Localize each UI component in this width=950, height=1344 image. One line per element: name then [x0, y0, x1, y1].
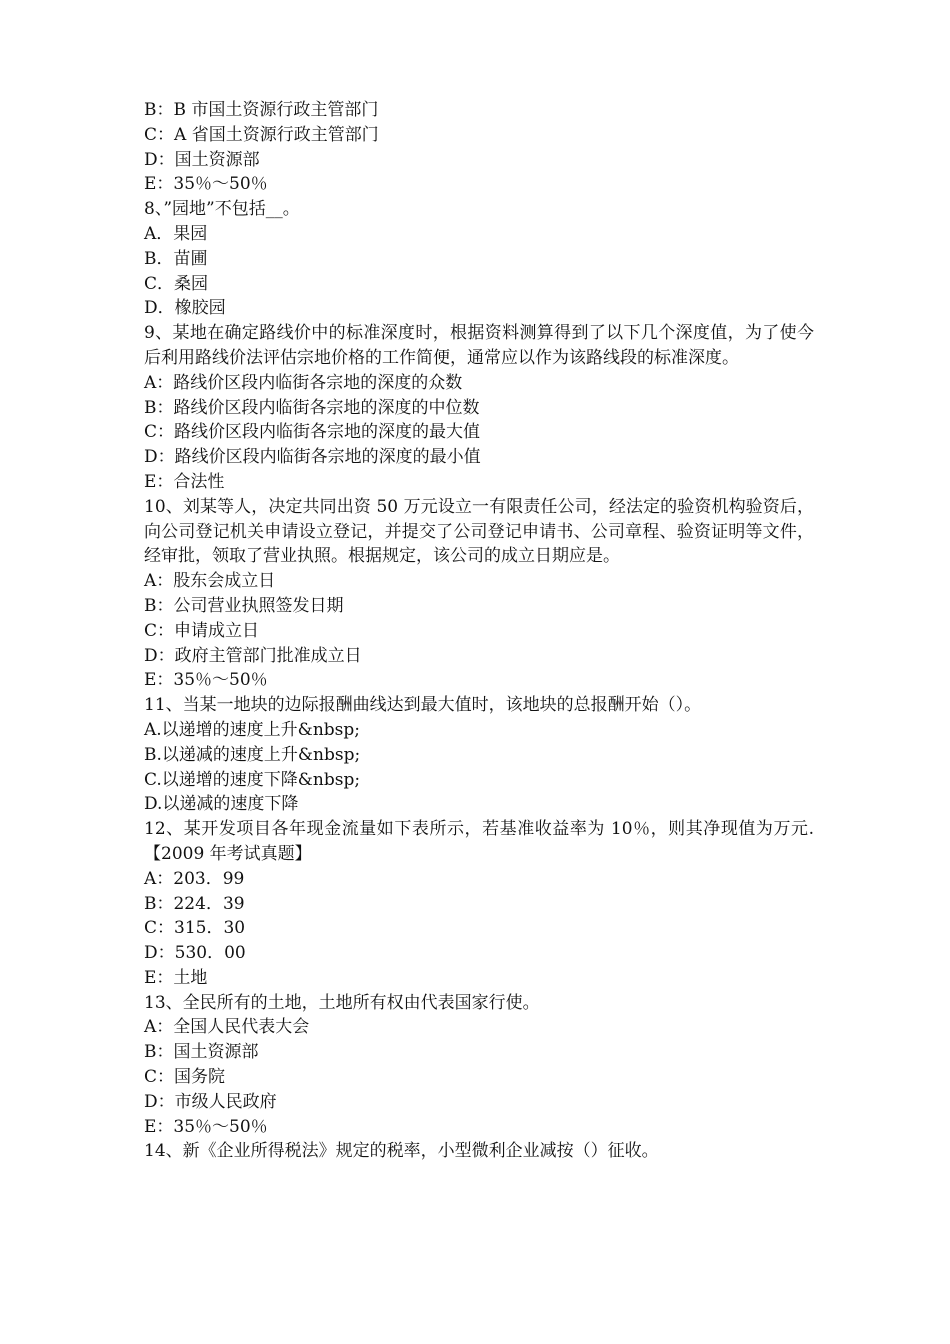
text-line: C：A 省国土资源行政主管部门: [144, 124, 379, 145]
text-line: A．果园: [144, 223, 208, 244]
text-line: D：国土资源部: [144, 149, 260, 170]
text-line: C：315．30: [144, 918, 246, 939]
text-line: A：股东会成立日: [144, 571, 276, 592]
text-line: C：国务院: [144, 1067, 226, 1088]
text-line: E：35％～50％: [144, 670, 268, 691]
text-line: A：全国人民代表大会: [144, 1017, 310, 1038]
question-paragraph: 9、某地在确定路线价中的标准深度时，根据资料测算得到了以下几个深度值，为了使今后利用路线价法评估宗地价格的工作简便，通常应以作为该路线段的标准深度。: [144, 323, 814, 368]
text-line: D：市级人民政府: [144, 1091, 277, 1112]
text-line: D.以递减的速度下降: [144, 794, 299, 815]
text-line: B：B 市国土资源行政主管部门: [144, 100, 379, 120]
text-line: B：路线价区段内临街各宗地的深度的中位数: [144, 397, 480, 418]
text-line: E：合法性: [144, 471, 225, 492]
text-line: B：国土资源部: [144, 1042, 259, 1063]
text-line: E：35％～50％: [144, 1116, 268, 1137]
text-line: 8、”园地”不包括__。: [144, 199, 300, 220]
text-line: D：530．00: [144, 943, 246, 964]
text-line: A：203．99: [144, 868, 245, 889]
document-body: [144, 98, 814, 1164]
text-line: A：路线价区段内临街各宗地的深度的众数: [144, 372, 463, 393]
text-line: D．橡胶园: [144, 298, 226, 319]
text-line: B.以递减的速度上升&nbsp;: [144, 744, 361, 765]
text-line: C.以递增的速度下降&nbsp;: [144, 769, 361, 790]
text-line: B．苗圃: [144, 248, 208, 269]
text-line: B：公司营业执照签发日期: [144, 595, 344, 616]
text-line: C：路线价区段内临街各宗地的深度的最大值: [144, 422, 481, 443]
text-line: D：政府主管部门批准成立日: [144, 645, 362, 666]
text-line: D：路线价区段内临街各宗地的深度的最小值: [144, 447, 481, 468]
text-line: E：土地: [144, 967, 208, 988]
text-line: 11、当某一地块的边际报酬曲线达到最大值时，该地块的总报酬开始（）。: [144, 695, 702, 716]
text-line: C．桑园: [144, 273, 209, 294]
question-paragraph: 12、某开发项目各年现金流量如下表所示，若基准收益率为 10％，则其净现值为万元.【2009 年考试真题】: [144, 819, 814, 864]
text-line: 13、全民所有的土地，土地所有权由代表国家行使。: [144, 992, 540, 1013]
text-line: A.以递增的速度上升&nbsp;: [144, 719, 360, 740]
text-line: B：224．39: [144, 893, 245, 914]
text-line: E：35％～50％: [144, 174, 268, 195]
text-line: 14、新《企业所得税法》规定的税率，小型微利企业减按（）征收。: [144, 1141, 659, 1162]
question-paragraph: 10、刘某等人，决定共同出资 50 万元设立一有限责任公司，经法定的验资机构验资后，向公司登记机关申请设立登记，并提交了公司登记申请书、公司章程、验资证明等文件，经审批，领取了营业执照。根据规定，该公司的成立日期应是。: [144, 496, 814, 567]
text-line: C：申请成立日: [144, 620, 260, 641]
